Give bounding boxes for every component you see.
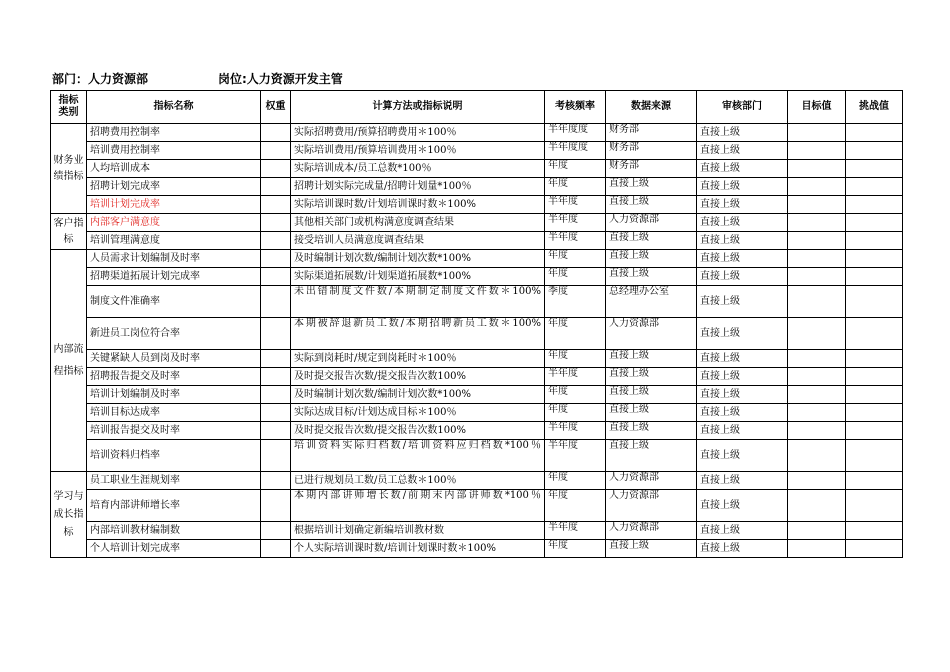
source-cell: 直接上级 <box>606 350 697 368</box>
weight-cell <box>261 268 291 286</box>
table-row <box>51 286 903 318</box>
table-row <box>51 422 903 440</box>
category-internal-process: 内部流程指标 <box>51 250 87 472</box>
challenge-cell <box>846 196 903 214</box>
method-cell: 个人实际培训课时数/培训计划课时数＊100% <box>291 540 545 558</box>
method-cell: 根据培训计划确定新编培训教材数 <box>291 522 545 540</box>
source-cell: 人力资源部 <box>606 214 697 232</box>
method-cell: 实际渠道拓展数/计划渠道拓展数*100% <box>291 268 545 286</box>
table-row <box>51 124 903 142</box>
indicator-name: 员工职业生涯规划率 <box>87 472 261 490</box>
target-cell <box>788 522 846 540</box>
table-row <box>51 268 903 286</box>
frequency-cell: 半年度度 <box>545 142 606 160</box>
audit-cell: 直接上级 <box>697 386 788 404</box>
frequency-cell: 半年度 <box>545 422 606 440</box>
target-cell <box>788 404 846 422</box>
source-cell: 直接上级 <box>606 404 697 422</box>
audit-cell: 直接上级 <box>697 522 788 540</box>
challenge-cell <box>846 404 903 422</box>
table-row <box>51 440 903 472</box>
col-source: 数据来源 <box>606 91 697 124</box>
indicator-name: 培训资料归档率 <box>87 440 261 472</box>
kpi-table <box>50 90 903 558</box>
indicator-name: 培育内部讲师增长率 <box>87 490 261 522</box>
target-cell <box>788 268 846 286</box>
table-row <box>51 232 903 250</box>
method-cell: 其他相关部门或机构满意度调查结果 <box>291 214 545 232</box>
challenge-cell <box>846 386 903 404</box>
method-cell: 接受培训人员满意度调查结果 <box>291 232 545 250</box>
table-row <box>51 214 903 232</box>
challenge-cell <box>846 142 903 160</box>
audit-cell: 直接上级 <box>697 196 788 214</box>
challenge-cell <box>846 350 903 368</box>
challenge-cell <box>846 472 903 490</box>
weight-cell <box>261 160 291 178</box>
target-cell <box>788 318 846 350</box>
category-financial: 财务业绩指标 <box>51 124 87 214</box>
target-cell <box>788 350 846 368</box>
challenge-cell <box>846 268 903 286</box>
frequency-cell: 年度 <box>545 386 606 404</box>
target-cell <box>788 386 846 404</box>
challenge-cell <box>846 178 903 196</box>
source-cell: 人力资源部 <box>606 522 697 540</box>
frequency-cell: 年度 <box>545 490 606 522</box>
challenge-cell <box>846 160 903 178</box>
indicator-name: 制度文件准确率 <box>87 286 261 318</box>
table-row <box>51 196 903 214</box>
audit-cell: 直接上级 <box>697 142 788 160</box>
frequency-cell: 年度 <box>545 268 606 286</box>
target-cell <box>788 490 846 522</box>
category-learning-growth: 学习与成长指标 <box>51 472 87 558</box>
indicator-name: 内部培训教材编制数 <box>87 522 261 540</box>
frequency-cell: 半年度 <box>545 232 606 250</box>
frequency-cell: 年度 <box>545 350 606 368</box>
method-cell: 实际培训成本/员工总数*100％ <box>291 160 545 178</box>
page-header <box>52 70 343 87</box>
source-cell: 直接上级 <box>606 196 697 214</box>
challenge-cell <box>846 214 903 232</box>
frequency-cell: 半年度 <box>545 522 606 540</box>
table-row <box>51 142 903 160</box>
target-cell <box>788 472 846 490</box>
source-cell: 直接上级 <box>606 268 697 286</box>
weight-cell <box>261 196 291 214</box>
source-cell: 直接上级 <box>606 540 697 558</box>
indicator-name: 招聘费用控制率 <box>87 124 261 142</box>
department-label: 部门：人力资源部 <box>52 72 149 86</box>
method-cell: 本期被辞退新员工数/本期招聘新员工数＊100% <box>291 318 545 350</box>
audit-cell: 直接上级 <box>697 160 788 178</box>
source-cell: 人力资源部 <box>606 472 697 490</box>
challenge-cell <box>846 232 903 250</box>
table-row <box>51 318 903 350</box>
source-cell: 财务部 <box>606 124 697 142</box>
indicator-name: 人均培训成本 <box>87 160 261 178</box>
challenge-cell <box>846 124 903 142</box>
frequency-cell: 年度 <box>545 178 606 196</box>
weight-cell <box>261 350 291 368</box>
method-cell: 及时编制计划次数/编制计划次数*100% <box>291 386 545 404</box>
audit-cell: 直接上级 <box>697 422 788 440</box>
method-cell: 实际到岗耗时/规定到岗耗时＊100％ <box>291 350 545 368</box>
target-cell <box>788 250 846 268</box>
frequency-cell: 半年度 <box>545 368 606 386</box>
col-method: 计算方法或指标说明 <box>291 91 545 124</box>
indicator-name: 培训目标达成率 <box>87 404 261 422</box>
position-label: 岗位:人力资源开发主管 <box>218 72 343 86</box>
challenge-cell <box>846 286 903 318</box>
target-cell <box>788 196 846 214</box>
weight-cell <box>261 404 291 422</box>
table-row <box>51 178 903 196</box>
challenge-cell <box>846 540 903 558</box>
method-cell: 及时提交报告次数/提交报告次数100% <box>291 368 545 386</box>
weight-cell <box>261 522 291 540</box>
audit-cell: 直接上级 <box>697 318 788 350</box>
target-cell <box>788 142 846 160</box>
audit-cell: 直接上级 <box>697 124 788 142</box>
table-row <box>51 404 903 422</box>
audit-cell: 直接上级 <box>697 440 788 472</box>
weight-cell <box>261 490 291 522</box>
indicator-name: 关键紧缺人员到岗及时率 <box>87 350 261 368</box>
audit-cell: 直接上级 <box>697 214 788 232</box>
frequency-cell: 年度 <box>545 250 606 268</box>
target-cell <box>788 232 846 250</box>
method-cell: 及时提交报告次数/提交报告次数100% <box>291 422 545 440</box>
audit-cell: 直接上级 <box>697 268 788 286</box>
indicator-name: 招聘报告提交及时率 <box>87 368 261 386</box>
frequency-cell: 半年度 <box>545 440 606 472</box>
source-cell: 直接上级 <box>606 250 697 268</box>
table-row <box>51 250 903 268</box>
target-cell <box>788 286 846 318</box>
weight-cell <box>261 386 291 404</box>
indicator-name: 培训计划完成率 <box>87 196 261 214</box>
target-cell <box>788 422 846 440</box>
col-frequency: 考核频率 <box>545 91 606 124</box>
method-cell: 实际达成目标/计划达成目标＊100％ <box>291 404 545 422</box>
indicator-name: 个人培训计划完成率 <box>87 540 261 558</box>
source-cell: 直接上级 <box>606 440 697 472</box>
challenge-cell <box>846 440 903 472</box>
weight-cell <box>261 142 291 160</box>
table-row <box>51 472 903 490</box>
indicator-name: 培训计划编制及时率 <box>87 386 261 404</box>
audit-cell: 直接上级 <box>697 540 788 558</box>
table-row <box>51 386 903 404</box>
frequency-cell: 季度 <box>545 286 606 318</box>
col-category: 指标类别 <box>51 91 87 124</box>
weight-cell <box>261 318 291 350</box>
frequency-cell: 年度 <box>545 404 606 422</box>
col-target: 目标值 <box>788 91 846 124</box>
audit-cell: 直接上级 <box>697 490 788 522</box>
indicator-name: 人员需求计划编制及时率 <box>87 250 261 268</box>
weight-cell <box>261 232 291 250</box>
method-cell: 实际培训费用/预算培训费用＊100％ <box>291 142 545 160</box>
weight-cell <box>261 178 291 196</box>
challenge-cell <box>846 522 903 540</box>
indicator-name: 招聘计划完成率 <box>87 178 261 196</box>
table-row <box>51 522 903 540</box>
col-weight: 权重 <box>261 91 291 124</box>
source-cell: 直接上级 <box>606 368 697 386</box>
target-cell <box>788 214 846 232</box>
source-cell: 财务部 <box>606 160 697 178</box>
audit-cell: 直接上级 <box>697 404 788 422</box>
target-cell <box>788 540 846 558</box>
source-cell: 直接上级 <box>606 386 697 404</box>
method-cell: 及时编制计划次数/编制计划次数*100% <box>291 250 545 268</box>
weight-cell <box>261 214 291 232</box>
col-name: 指标名称 <box>87 91 261 124</box>
method-cell: 已进行规划员工数/员工总数＊100％ <box>291 472 545 490</box>
audit-cell: 直接上级 <box>697 368 788 386</box>
source-cell: 人力资源部 <box>606 490 697 522</box>
table-header-row <box>51 91 903 124</box>
source-cell: 直接上级 <box>606 232 697 250</box>
audit-cell: 直接上级 <box>697 472 788 490</box>
weight-cell <box>261 286 291 318</box>
weight-cell <box>261 250 291 268</box>
source-cell: 直接上级 <box>606 422 697 440</box>
target-cell <box>788 368 846 386</box>
method-cell: 实际培训课时数/计划培训课时数＊100% <box>291 196 545 214</box>
frequency-cell: 半年度度 <box>545 124 606 142</box>
weight-cell <box>261 540 291 558</box>
challenge-cell <box>846 250 903 268</box>
method-cell: 未出错制度文件数/本期制定制度文件数＊100% <box>291 286 545 318</box>
weight-cell <box>261 368 291 386</box>
table-row <box>51 490 903 522</box>
indicator-name: 招聘渠道拓展计划完成率 <box>87 268 261 286</box>
source-cell: 人力资源部 <box>606 318 697 350</box>
indicator-name: 培训管理满意度 <box>87 232 261 250</box>
challenge-cell <box>846 490 903 522</box>
category-customer: 客户指标 <box>51 214 87 250</box>
col-challenge: 挑战值 <box>846 91 903 124</box>
frequency-cell: 年度 <box>545 540 606 558</box>
weight-cell <box>261 124 291 142</box>
weight-cell <box>261 422 291 440</box>
weight-cell <box>261 472 291 490</box>
table-row <box>51 540 903 558</box>
frequency-cell: 年度 <box>545 472 606 490</box>
table-row <box>51 160 903 178</box>
frequency-cell: 年度 <box>545 318 606 350</box>
source-cell: 总经理办公室 <box>606 286 697 318</box>
method-cell: 本期内部讲师增长数/前期末内部讲师数*100％ <box>291 490 545 522</box>
method-cell: 实际招聘费用/预算招聘费用＊100％ <box>291 124 545 142</box>
target-cell <box>788 124 846 142</box>
challenge-cell <box>846 318 903 350</box>
source-cell: 直接上级 <box>606 178 697 196</box>
audit-cell: 直接上级 <box>697 232 788 250</box>
target-cell <box>788 160 846 178</box>
method-cell: 培训资料实际归档数/培训资料应归档数*100％ <box>291 440 545 472</box>
source-cell: 财务部 <box>606 142 697 160</box>
challenge-cell <box>846 422 903 440</box>
audit-cell: 直接上级 <box>697 286 788 318</box>
frequency-cell: 半年度 <box>545 196 606 214</box>
frequency-cell: 半年度 <box>545 214 606 232</box>
indicator-name: 培训报告提交及时率 <box>87 422 261 440</box>
weight-cell <box>261 440 291 472</box>
audit-cell: 直接上级 <box>697 350 788 368</box>
target-cell <box>788 440 846 472</box>
indicator-name: 新进员工岗位符合率 <box>87 318 261 350</box>
frequency-cell: 年度 <box>545 160 606 178</box>
audit-cell: 直接上级 <box>697 178 788 196</box>
table-row <box>51 368 903 386</box>
audit-cell: 直接上级 <box>697 250 788 268</box>
indicator-name: 培训费用控制率 <box>87 142 261 160</box>
method-cell: 招聘计划实际完成量/招聘计划量*100％ <box>291 178 545 196</box>
target-cell <box>788 178 846 196</box>
table-row <box>51 350 903 368</box>
challenge-cell <box>846 368 903 386</box>
col-audit: 审核部门 <box>697 91 788 124</box>
indicator-name: 内部客户满意度 <box>87 214 261 232</box>
